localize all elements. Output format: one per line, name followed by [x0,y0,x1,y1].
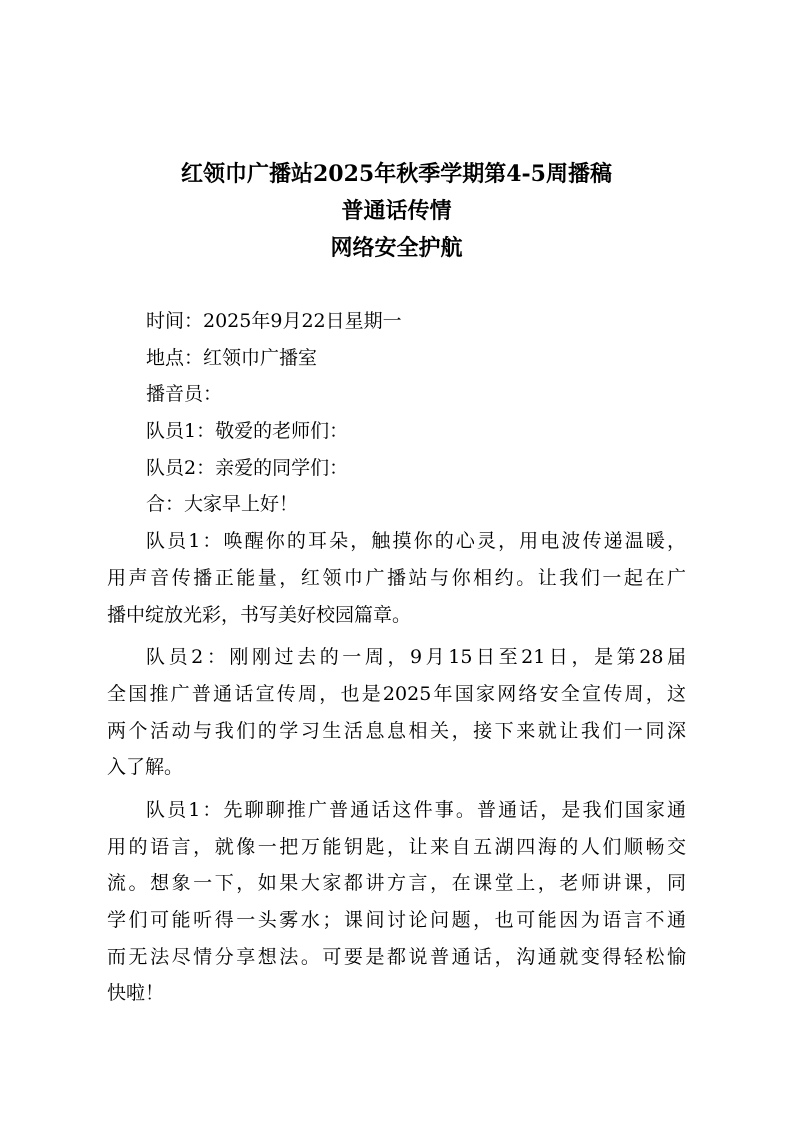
paragraph-line: 队员2：亲爱的同学们： [146,456,349,479]
paragraph-line: 播中绽放光彩，书写美好校园篇章。 [107,603,412,626]
paragraph-line: 入了解。 [107,756,184,779]
paragraph-line: 流。想象一下，如果大家都讲方言，在课堂上，老师讲课，同 [107,872,686,895]
paragraph-line: 全国推广普通话宣传周，也是2025年国家网络安全宣传周，这 [107,682,686,705]
document-body [107,303,686,1012]
dialogue-paragraph [107,639,686,786]
document-subtitle: 网络安全护航 [330,235,463,261]
dialogue-paragraph [107,486,686,523]
paragraph-line: 队员1：先聊聊推广普通话这件事。普通话，是我们国家通 [146,798,686,821]
paragraph-line: 队员1：唤醒你的耳朵，触摸你的心灵，用电波传递温暖， [146,530,686,553]
paragraph-line: 用的语言，就像一把万能钥匙，让来自五湖四海的人们顺畅交 [107,835,686,858]
time-line: 时间：2025年9月22日星期一 [146,310,402,332]
place-line: 地点：红领巾广播室 [146,346,318,369]
paragraph-line: 学们可能听得一头雾水；课间讨论问题，也可能因为语言不通 [107,909,686,931]
dialogue [107,413,686,1012]
dialogue-paragraph [107,413,686,450]
paragraph-line: 用声音传播正能量，红领巾广播站与你相约。让我们一起在广 [107,566,686,589]
dialogue-paragraph [107,450,686,487]
paragraph-line: 而无法尽情分享想法。可要是都说普通话，沟通就变得轻松愉 [107,945,686,968]
dialogue-paragraph [107,792,686,1012]
paragraph-line: 队员2：刚刚过去的一周，9月15日至21日，是第28届 [146,646,686,669]
paragraph-line: 快啦！ [107,982,165,1005]
dialogue-paragraph [107,523,686,633]
paragraph-line: 队员1：敬爱的老师们： [146,420,349,443]
document-title: 红领巾广播站2025年秋季学期第4-5周播稿 [181,161,612,187]
paragraph-line: 两个活动与我们的学习生活息息相关，接下来就让我们一同深 [107,719,686,742]
paragraph-line: 合：大家早上好！ [146,493,299,516]
document-title-block [0,156,793,267]
document-subtitle: 普通话传情 [341,198,452,224]
announcer-line: 播音员： [146,383,223,406]
